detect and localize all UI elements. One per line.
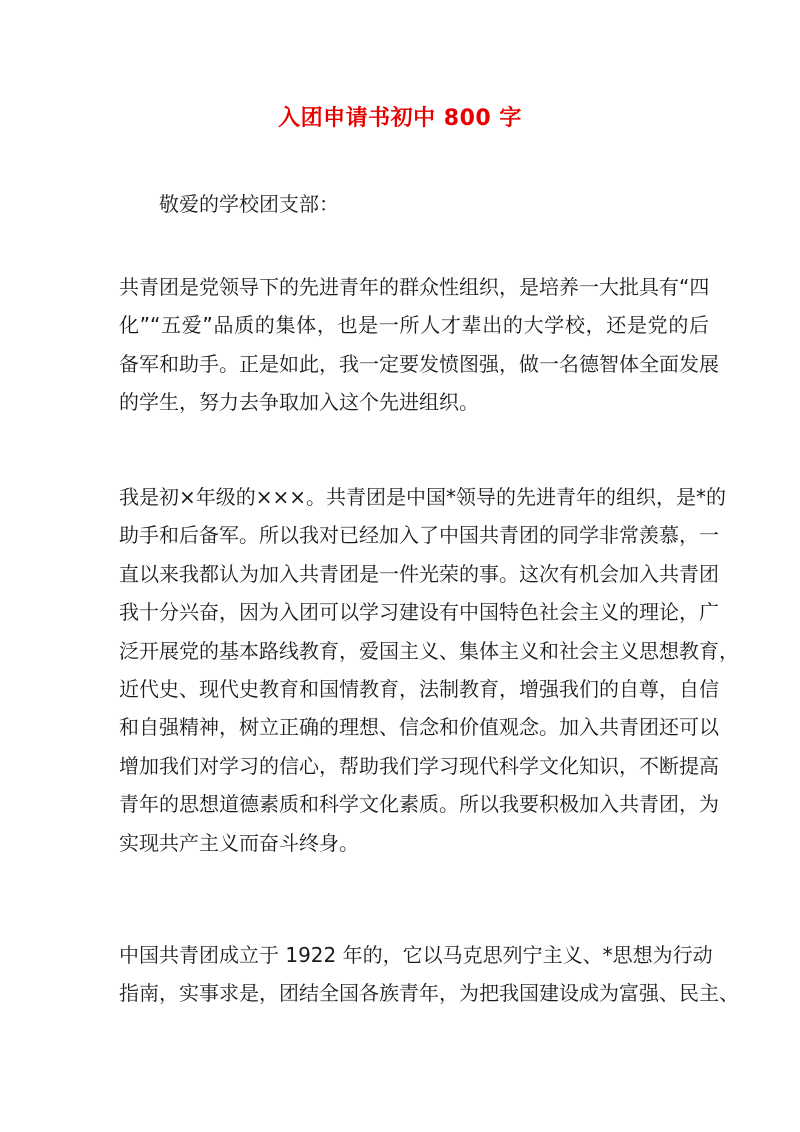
paragraph-line: 泛开展党的基本路线教育，爱国主义、集体主义和社会主义思想教育，	[119, 638, 739, 663]
paragraph-line: 的学生，努力去争取加入这个先进组织。	[119, 390, 479, 415]
paragraph-line: 增加我们对学习的信心，帮助我们学习现代科学文化知识，不断提高	[119, 753, 719, 778]
paragraph-3	[119, 936, 739, 1013]
paragraph-line: 直以来我都认为加入共青团是一件光荣的事。这次有机会加入共青团	[119, 561, 719, 586]
paragraph-line: 共青团是党领导下的先进青年的群众性组织，是培养一大批具有“四	[119, 275, 710, 299]
paragraph-line: 备军和助手。正是如此，我一定要发愤图强，做一名德智体全面发展	[119, 351, 719, 376]
paragraph-line: 化”“五爱”品质的集体，也是一所人才辈出的大学校，还是党的后	[119, 313, 709, 338]
salutation: 敬爱的学校团支部：	[159, 192, 339, 216]
document-title: 入团申请书初中 800 字	[278, 106, 522, 131]
paragraph-line: 指南，实事求是，团结全国各族青年，为把我国建设成为富强、民主、	[119, 981, 739, 1006]
paragraph-line: 助手和后备军。所以我对已经加入了中国共青团的同学非常羡慕，一	[119, 523, 719, 548]
paragraph-line: 我十分兴奋，因为入团可以学习建设有中国特色社会主义的理论，广	[119, 600, 719, 625]
paragraph-line: 和自强精神，树立正确的理想、信念和价值观念。加入共青团还可以	[119, 715, 719, 740]
paragraph-line: 实现共产主义而奋斗终身。	[119, 830, 359, 855]
paragraph-line: 中国共青团成立于 1922 年的，它以马克思列宁主义、*思想为行动	[119, 943, 713, 967]
paragraph-line: 青年的思想道德素质和科学文化素质。所以我要积极加入共青团，为	[119, 792, 719, 817]
paragraph-line: 近代史、现代史教育和国情教育，法制教育，增强我们的自尊，自信	[119, 676, 719, 701]
paragraph-line: 我是初×年级的×××。共青团是中国*领导的先进青年的组织，是*的	[119, 485, 727, 509]
paragraph-2	[119, 478, 739, 862]
paragraph-1	[119, 268, 719, 422]
